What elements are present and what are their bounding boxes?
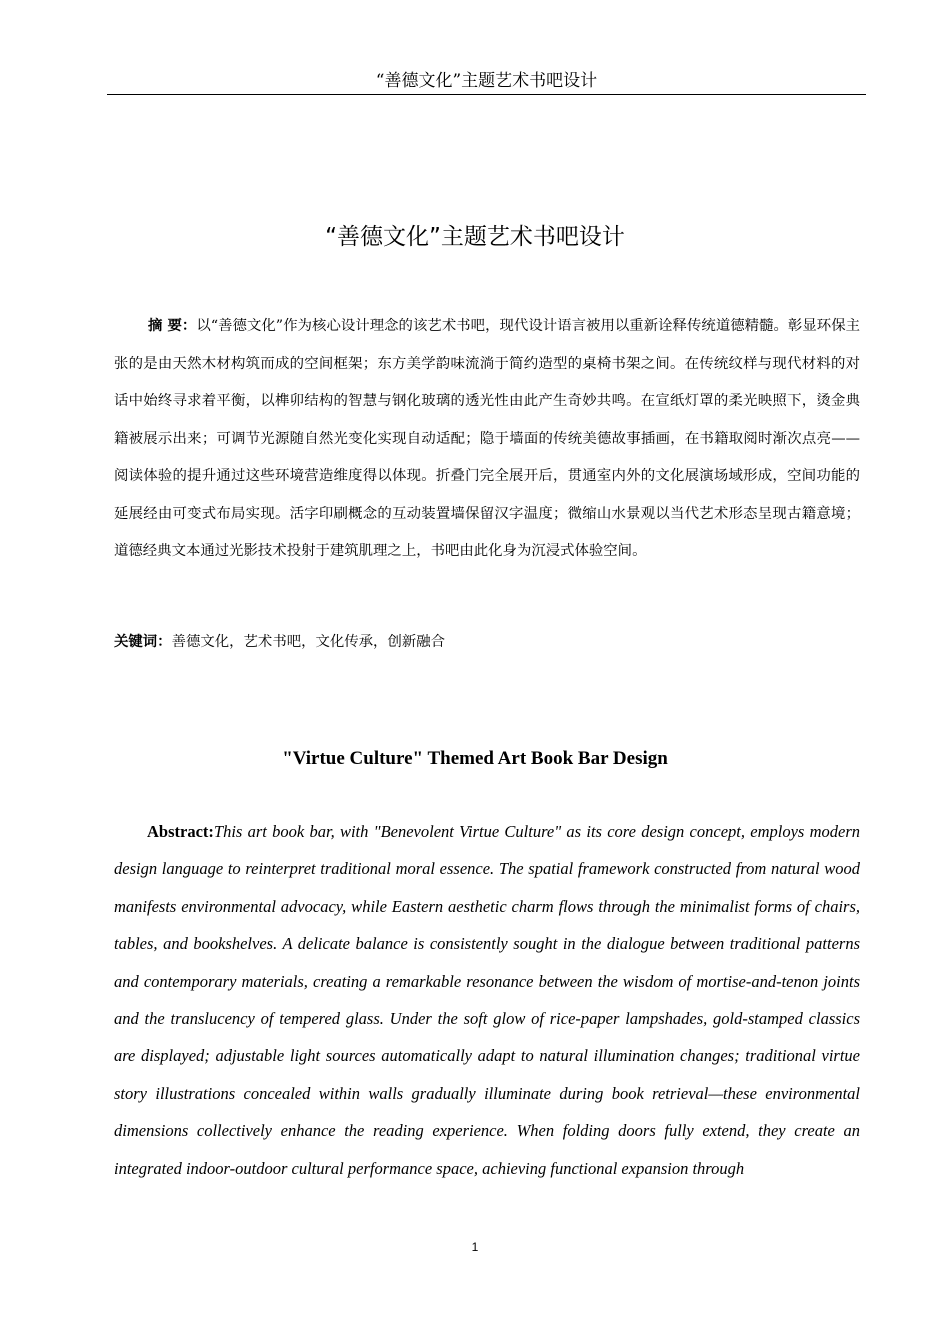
page-number: 1 bbox=[471, 1240, 479, 1254]
chinese-keywords bbox=[114, 625, 860, 659]
chinese-abstract bbox=[114, 307, 860, 571]
english-title: "Virtue Culture" Themed Art Book Bar Design bbox=[282, 748, 668, 769]
chinese-abstract-text: 以“善德文化”作为核心设计理念的该艺术书吧，现代设计语言被用以重新诠释传统道德精髓。彰显环保主张的是由天然木材构筑而成的空间框架；东方美学韵味流淌于简约造型的桌椅书架之间。在传统纹样与现代材料的对话中始终寻求着平衡，以榫卯结构的智慧与钢化玻璃的透光性由此产生奇妙共鸣。在宣纸灯罩的柔光映照下，烫金典籍被展示出来；可调节光源随自然光变化实现自动适配；隐于墙面的传统美德故事插画，在书籍取阅时渐次点亮——阅读体验的提升通过这些环境营造维度得以体现。折叠门完全展开后，贯通室内外的文化展演场域形成，空间功能的延展经由可变式布局实现。活字印刷概念的互动装置墙保留汉字温度；微缩山水景观以当代艺术形态呈现古籍意境；道德经典文本通过光影技术投射于建筑肌理之上，书吧由此化身为沉浸式体验空间。 bbox=[114, 318, 861, 559]
chinese-title: “善德文化”主题艺术书吧设计 bbox=[325, 224, 625, 250]
chinese-abstract-label: 摘 要： bbox=[148, 317, 197, 334]
running-header: “善德文化”主题艺术书吧设计 bbox=[107, 70, 866, 95]
english-abstract bbox=[114, 813, 860, 1187]
english-abstract-label: Abstract: bbox=[147, 822, 214, 841]
english-abstract-text: This art book bar, with "Benevolent Virtue Culture" as its core design concept, employs modern design language to reinterpret traditional moral essence. The spatial framework constructed from natural wood manifests environmental advocacy, while Eastern aesthetic charm flows through the minimalist forms of chairs, tables, and bookshelves. A delicate balance is consistently sought in the dialogue between traditional patterns and contemporary materials, creating a remarkable resonance between the wisdom of mortise-and-tenon joints and the translucency of tempered glass. Under the soft glow of rice-paper lampshades, gold-stamped classics are displayed; adjustable light sources automatically adapt to natural illumination changes; traditional virtue story illustrations concealed within walls gradually illuminate during book retrieval—these environmental dimensions collectively enhance the reading experience. When folding doors fully extend, they create an integrated indoor-outdoor cultural performance space, achieving functional expansion through bbox=[114, 822, 860, 1178]
chinese-keywords-text: 善德文化，艺术书吧，文化传承，创新融合 bbox=[171, 634, 446, 650]
chinese-keywords-label: 关键词： bbox=[114, 633, 172, 650]
